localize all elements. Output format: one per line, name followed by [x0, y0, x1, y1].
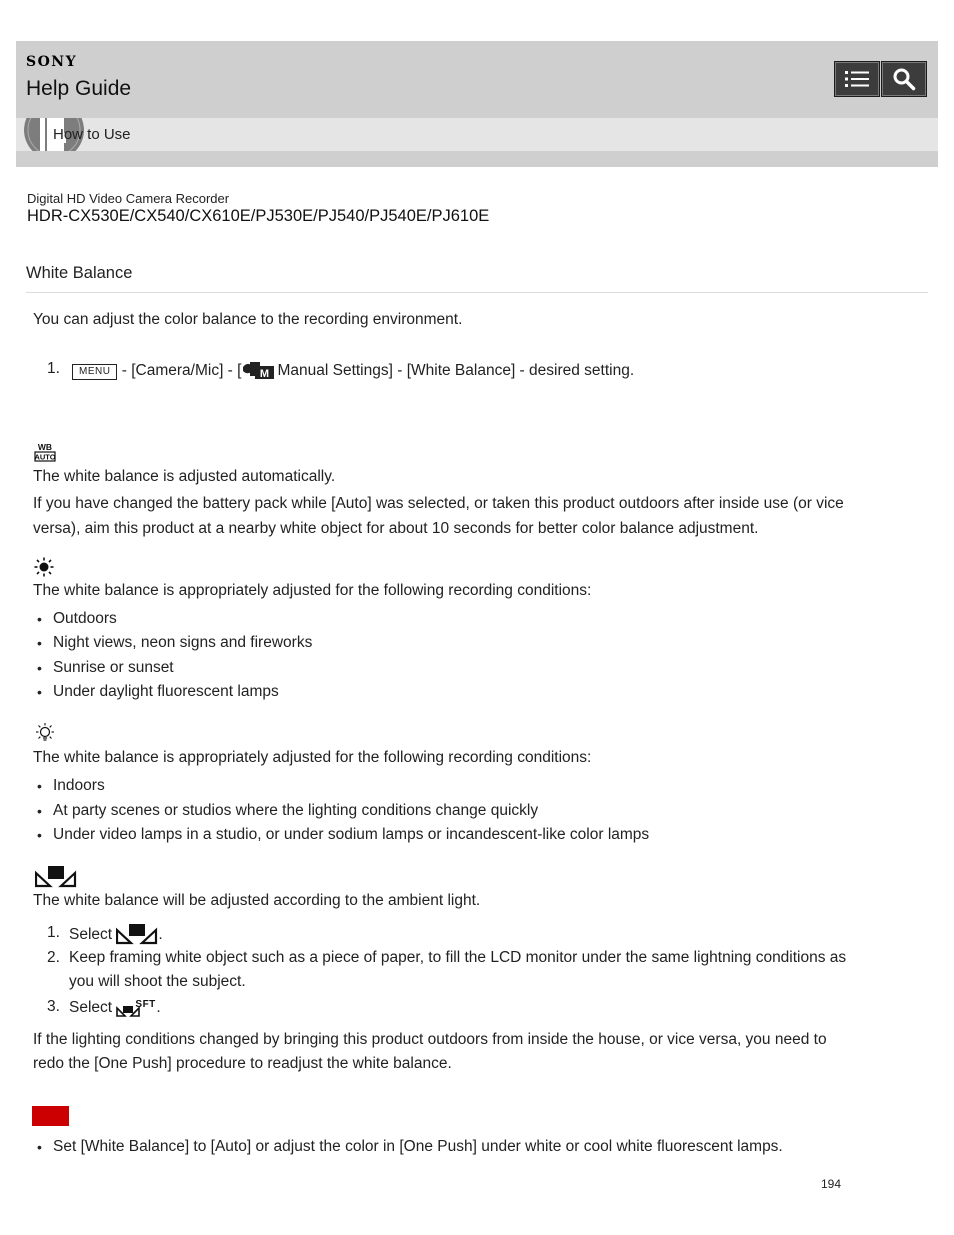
auto-note-line2: versa), aim this product at a nearby white object for about 10 seconds for better color balance adjustment. — [33, 520, 759, 537]
step-text-a: - [Camera/Mic] - [ — [117, 362, 242, 379]
one-push-sft-icon — [116, 997, 156, 1017]
intro-text: You can adjust the color balance to the recording environment. — [33, 311, 463, 328]
list-item: • At party scenes or studios where the lighting conditions change quickly — [53, 801, 538, 821]
list-item: • Outdoors — [53, 609, 117, 629]
step-number: 1. — [47, 360, 60, 377]
auto-note-line1: If you have changed the battery pack while [Auto] was selected, or taken this product outdoors after inside use (or vice — [33, 495, 844, 512]
list-item: • Sunrise or sunset — [53, 658, 174, 678]
step2-line1: Keep framing white object such as a piece of paper, to fill the LCD monitor under the same lightning conditions as — [69, 949, 847, 966]
product-category: Digital HD Video Camera Recorder — [27, 191, 230, 206]
step-select-one-push — [69, 923, 163, 951]
product-models: HDR-CX530E/CX540/CX610E/PJ530E/PJ540/PJ540E/PJ610E — [27, 207, 490, 225]
indoor-desc: The white balance is appropriately adjusted for the following recording conditions: — [33, 749, 592, 766]
manual-settings-icon — [241, 359, 275, 385]
period: . — [158, 926, 163, 943]
help-guide-title[interactable]: Help Guide — [26, 77, 132, 100]
list-item: • Indoors — [53, 776, 105, 796]
step-text: Select — [69, 999, 113, 1016]
sony-logo: SONY — [26, 54, 78, 70]
onepush-desc: The white balance will be adjusted according to the ambient light. — [33, 892, 481, 909]
bulb-icon — [34, 722, 56, 749]
list-item: • Under daylight fluorescent lamps — [53, 682, 279, 702]
list-item: • Under video lamps in a studio, or under sodium lamps or incandescent-like color lamps — [53, 825, 649, 845]
sun-icon — [34, 557, 54, 582]
svg-text:AUTO: AUTO — [34, 452, 56, 462]
list-item: • Night views, neon signs and fireworks — [53, 633, 312, 653]
toc-button[interactable] — [834, 61, 880, 97]
step-menu-path — [72, 359, 634, 385]
one-push-icon — [35, 865, 77, 894]
note-marker — [32, 1106, 69, 1126]
page-title: White Balance — [26, 264, 133, 282]
step-number: 1. — [47, 924, 60, 941]
auto-desc: The white balance is adjusted automatically. — [33, 468, 336, 485]
onepush-note-line1: If the lighting conditions changed by bringing this product outdoors from inside the house, or vice versa, you need to — [33, 1031, 827, 1048]
header-bar — [16, 41, 938, 118]
step-text-b: Manual Settings] - [White Balance] - desired setting. — [277, 362, 635, 379]
header-bottom-band — [16, 151, 938, 167]
svg-text:WB: WB — [37, 442, 53, 452]
page-number: 194 — [821, 1177, 842, 1191]
sft-label: SFT — [135, 999, 156, 1010]
step-number: 3. — [47, 998, 60, 1015]
search-icon — [892, 67, 916, 91]
step2-line2: you will shoot the subject. — [69, 973, 246, 990]
step-select-sft — [69, 997, 161, 1018]
title-divider — [26, 292, 928, 293]
search-button[interactable] — [881, 61, 927, 97]
breadcrumb-bar — [16, 118, 938, 151]
list-icon — [844, 69, 870, 89]
menu-button-icon: MENU — [72, 364, 117, 380]
step-text: Select — [69, 926, 113, 943]
one-push-icon — [116, 923, 158, 951]
period: . — [156, 999, 161, 1016]
svg-text:M: M — [260, 368, 270, 379]
onepush-note-line2: redo the [One Push] procedure to readjust the white balance. — [33, 1055, 452, 1072]
step-number: 2. — [47, 949, 60, 966]
outdoor-desc: The white balance is appropriately adjusted for the following recording conditions: — [33, 582, 592, 599]
wb-auto-icon — [34, 442, 56, 467]
breadcrumb-how-to-use[interactable]: How to Use — [53, 126, 131, 143]
note-item: • Set [White Balance] to [Auto] or adjust the color in [One Push] under white or cool white fluorescent lamps. — [53, 1137, 783, 1157]
